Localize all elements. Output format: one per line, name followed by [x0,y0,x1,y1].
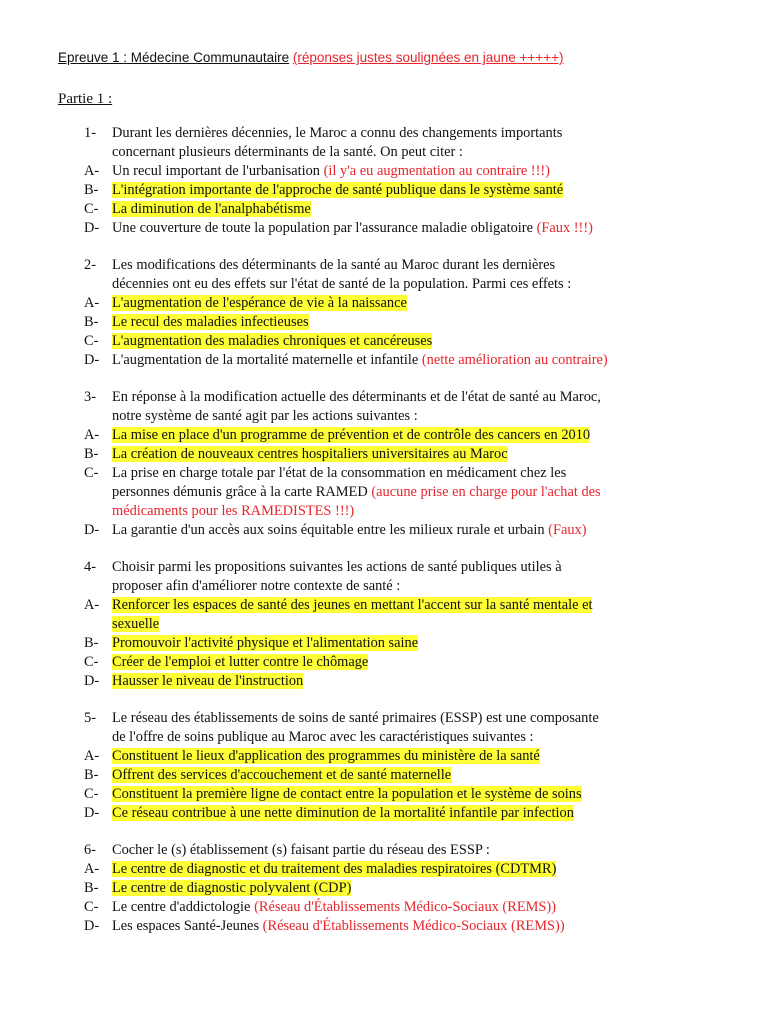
answer-option [84,313,744,332]
option-text: L'augmentation de l'espérance de vie à la naissance [112,295,407,311]
question-stem [84,256,744,275]
question-block [84,841,744,936]
answer-option [84,332,744,351]
answer-option [84,521,744,540]
question-block [84,256,744,370]
question-block [84,558,744,691]
option-text: La prise en charge totale par l'état de la consommation en médicament chez les [112,465,567,481]
question-text: En réponse à la modification actuelle des déterminants et de l'état de santé au Maroc, [112,389,601,405]
option-text-continued: sexuelle [112,616,160,632]
option-label: D- [84,352,100,368]
option-note: (nette amélioration au contraire) [421,352,608,368]
question-stem [84,124,744,143]
question-stem-continued [84,728,744,747]
section-heading: Partie 1 : [58,91,113,107]
option-text: Les espaces Santé-Jeunes [112,918,260,934]
option-note-continued: médicaments pour les RAMEDISTES !!!) [112,503,355,519]
answer-option [84,294,744,313]
answer-option [84,445,744,464]
question-text: Choisir parmi les propositions suivantes les actions de santé publiques utiles à [112,559,562,575]
option-text: Une couverture de toute la population par l'assurance maladie obligatoire [112,220,533,236]
question-text: de l'offre de soins publique au Maroc avec les caractéristiques suivantes : [112,729,534,745]
answer-option [84,200,744,219]
option-text: Créer de l'emploi et lutter contre le chômage [112,654,369,670]
option-note: (aucune prise en charge pour l'achat des [371,484,601,500]
question-text: concernant plusieurs déterminants de la santé. On peut citer : [112,144,463,160]
answer-option [84,860,744,879]
option-label: B- [84,767,99,783]
option-label: C- [84,201,99,217]
option-text: Hausser le niveau de l'instruction [112,673,304,689]
question-stem-continued [84,407,744,426]
answer-option-continued [84,615,744,634]
option-label: B- [84,880,99,896]
title-main: Epreuve 1 : Médecine Communautaire [58,50,290,65]
question-number: 4- [84,559,96,575]
answer-option [84,596,744,615]
option-label: C- [84,899,99,915]
question-text: décennies ont eu des effets sur l'état de santé de la population. Parmi ces effets : [112,276,572,292]
option-label: A- [84,861,100,877]
document-title [58,50,563,65]
answer-option [84,898,744,917]
answer-option [84,747,744,766]
question-text: Durant les dernières décennies, le Maroc a connu des changements importants [112,125,563,141]
option-note: (Faux !!!) [536,220,593,236]
option-label: D- [84,522,100,538]
option-label: A- [84,295,100,311]
question-number: 2- [84,257,96,273]
option-text: La garantie d'un accès aux soins équitable entre les milieux rurale et urbain [112,522,545,538]
option-text: L'augmentation de la mortalité maternelle et infantile [112,352,419,368]
question-stem [84,388,744,407]
option-label: B- [84,446,99,462]
option-label: D- [84,220,100,236]
option-note: (Faux) [548,522,587,538]
question-number: 5- [84,710,96,726]
answer-option [84,162,744,181]
question-block [84,124,744,238]
question-block [84,709,744,823]
option-text: La diminution de l'analphabétisme [112,201,311,217]
option-text: Le recul des maladies infectieuses [112,314,309,330]
answer-option-continued [84,483,744,502]
answer-option [84,672,744,691]
option-label: A- [84,163,100,179]
option-text: Le centre de diagnostic et du traitement des maladies respiratoires (CDTMR) [112,861,557,877]
option-text: Offrent des services d'accouchement et de santé maternelle [112,767,452,783]
option-label: C- [84,786,99,802]
question-text: notre système de santé agit par les actions suivantes : [112,408,418,424]
option-label: D- [84,805,100,821]
question-stem-continued [84,143,744,162]
option-text: L'augmentation des maladies chroniques et cancéreuses [112,333,433,349]
question-number: 6- [84,842,96,858]
question-text: proposer afin d'améliorer notre contexte de santé : [112,578,401,594]
answer-option [84,464,744,483]
question-number: 1- [84,125,96,141]
option-note: (Réseau d'Établissements Médico-Sociaux (REMS)) [254,899,556,915]
answer-option [84,634,744,653]
option-label: B- [84,182,99,198]
option-label: B- [84,314,99,330]
answer-option [84,766,744,785]
answer-option [84,804,744,823]
option-text: Promouvoir l'activité physique et l'alimentation saine [112,635,419,651]
option-text: Ce réseau contribue à une nette diminution de la mortalité infantile par infection [112,805,574,821]
question-number: 3- [84,389,96,405]
option-text: Constituent le lieux d'application des programmes du ministère de la santé [112,748,540,764]
question-block [84,388,744,540]
option-text: La mise en place d'un programme de prévention et de contrôle des cancers en 2010 [112,427,591,443]
answer-option [84,219,744,238]
option-label: D- [84,918,100,934]
question-text: Le réseau des établissements de soins de santé primaires (ESSP) est une composante [112,710,599,726]
option-note: (Réseau d'Établissements Médico-Sociaux (REMS)) [262,918,565,934]
option-label: C- [84,654,99,670]
option-label: C- [84,465,99,481]
answer-option [84,653,744,672]
question-text: Cocher le (s) établissement (s) faisant partie du réseau des ESSP : [112,842,490,858]
answer-note-continued [84,502,744,521]
answer-option [84,181,744,200]
option-label: C- [84,333,99,349]
option-label: B- [84,635,99,651]
answer-option [84,879,744,898]
option-text: Un recul important de l'urbanisation [112,163,321,179]
option-text: Renforcer les espaces de santé des jeunes en mettant l'accent sur la santé mentale et [112,597,593,613]
option-text: Constituent la première ligne de contact entre la population et le système de soins [112,786,582,802]
question-text: Les modifications des déterminants de la santé au Maroc durant les dernières [112,257,556,273]
question-list [84,124,744,954]
option-text: Le centre de diagnostic polyvalent (CDP) [112,880,352,896]
option-note: (il y'a eu augmentation au contraire !!!) [323,163,550,179]
title-note: (réponses justes soulignées en jaune +++++) [292,50,564,65]
answer-option [84,917,744,936]
question-stem-continued [84,577,744,596]
option-text-continued: personnes démunis grâce à la carte RAMED [112,484,368,500]
option-text: Le centre d'addictologie [112,899,251,915]
answer-option [84,351,744,370]
answer-option [84,426,744,445]
option-label: A- [84,748,100,764]
option-text: La création de nouveaux centres hospitaliers universitaires au Maroc [112,446,508,462]
question-stem [84,558,744,577]
question-stem [84,841,744,860]
option-text: L'intégration importante de l'approche de santé publique dans le système santé [112,182,564,198]
option-label: A- [84,427,100,443]
option-label: A- [84,597,100,613]
question-stem-continued [84,275,744,294]
option-label: D- [84,673,100,689]
question-stem [84,709,744,728]
answer-option [84,785,744,804]
